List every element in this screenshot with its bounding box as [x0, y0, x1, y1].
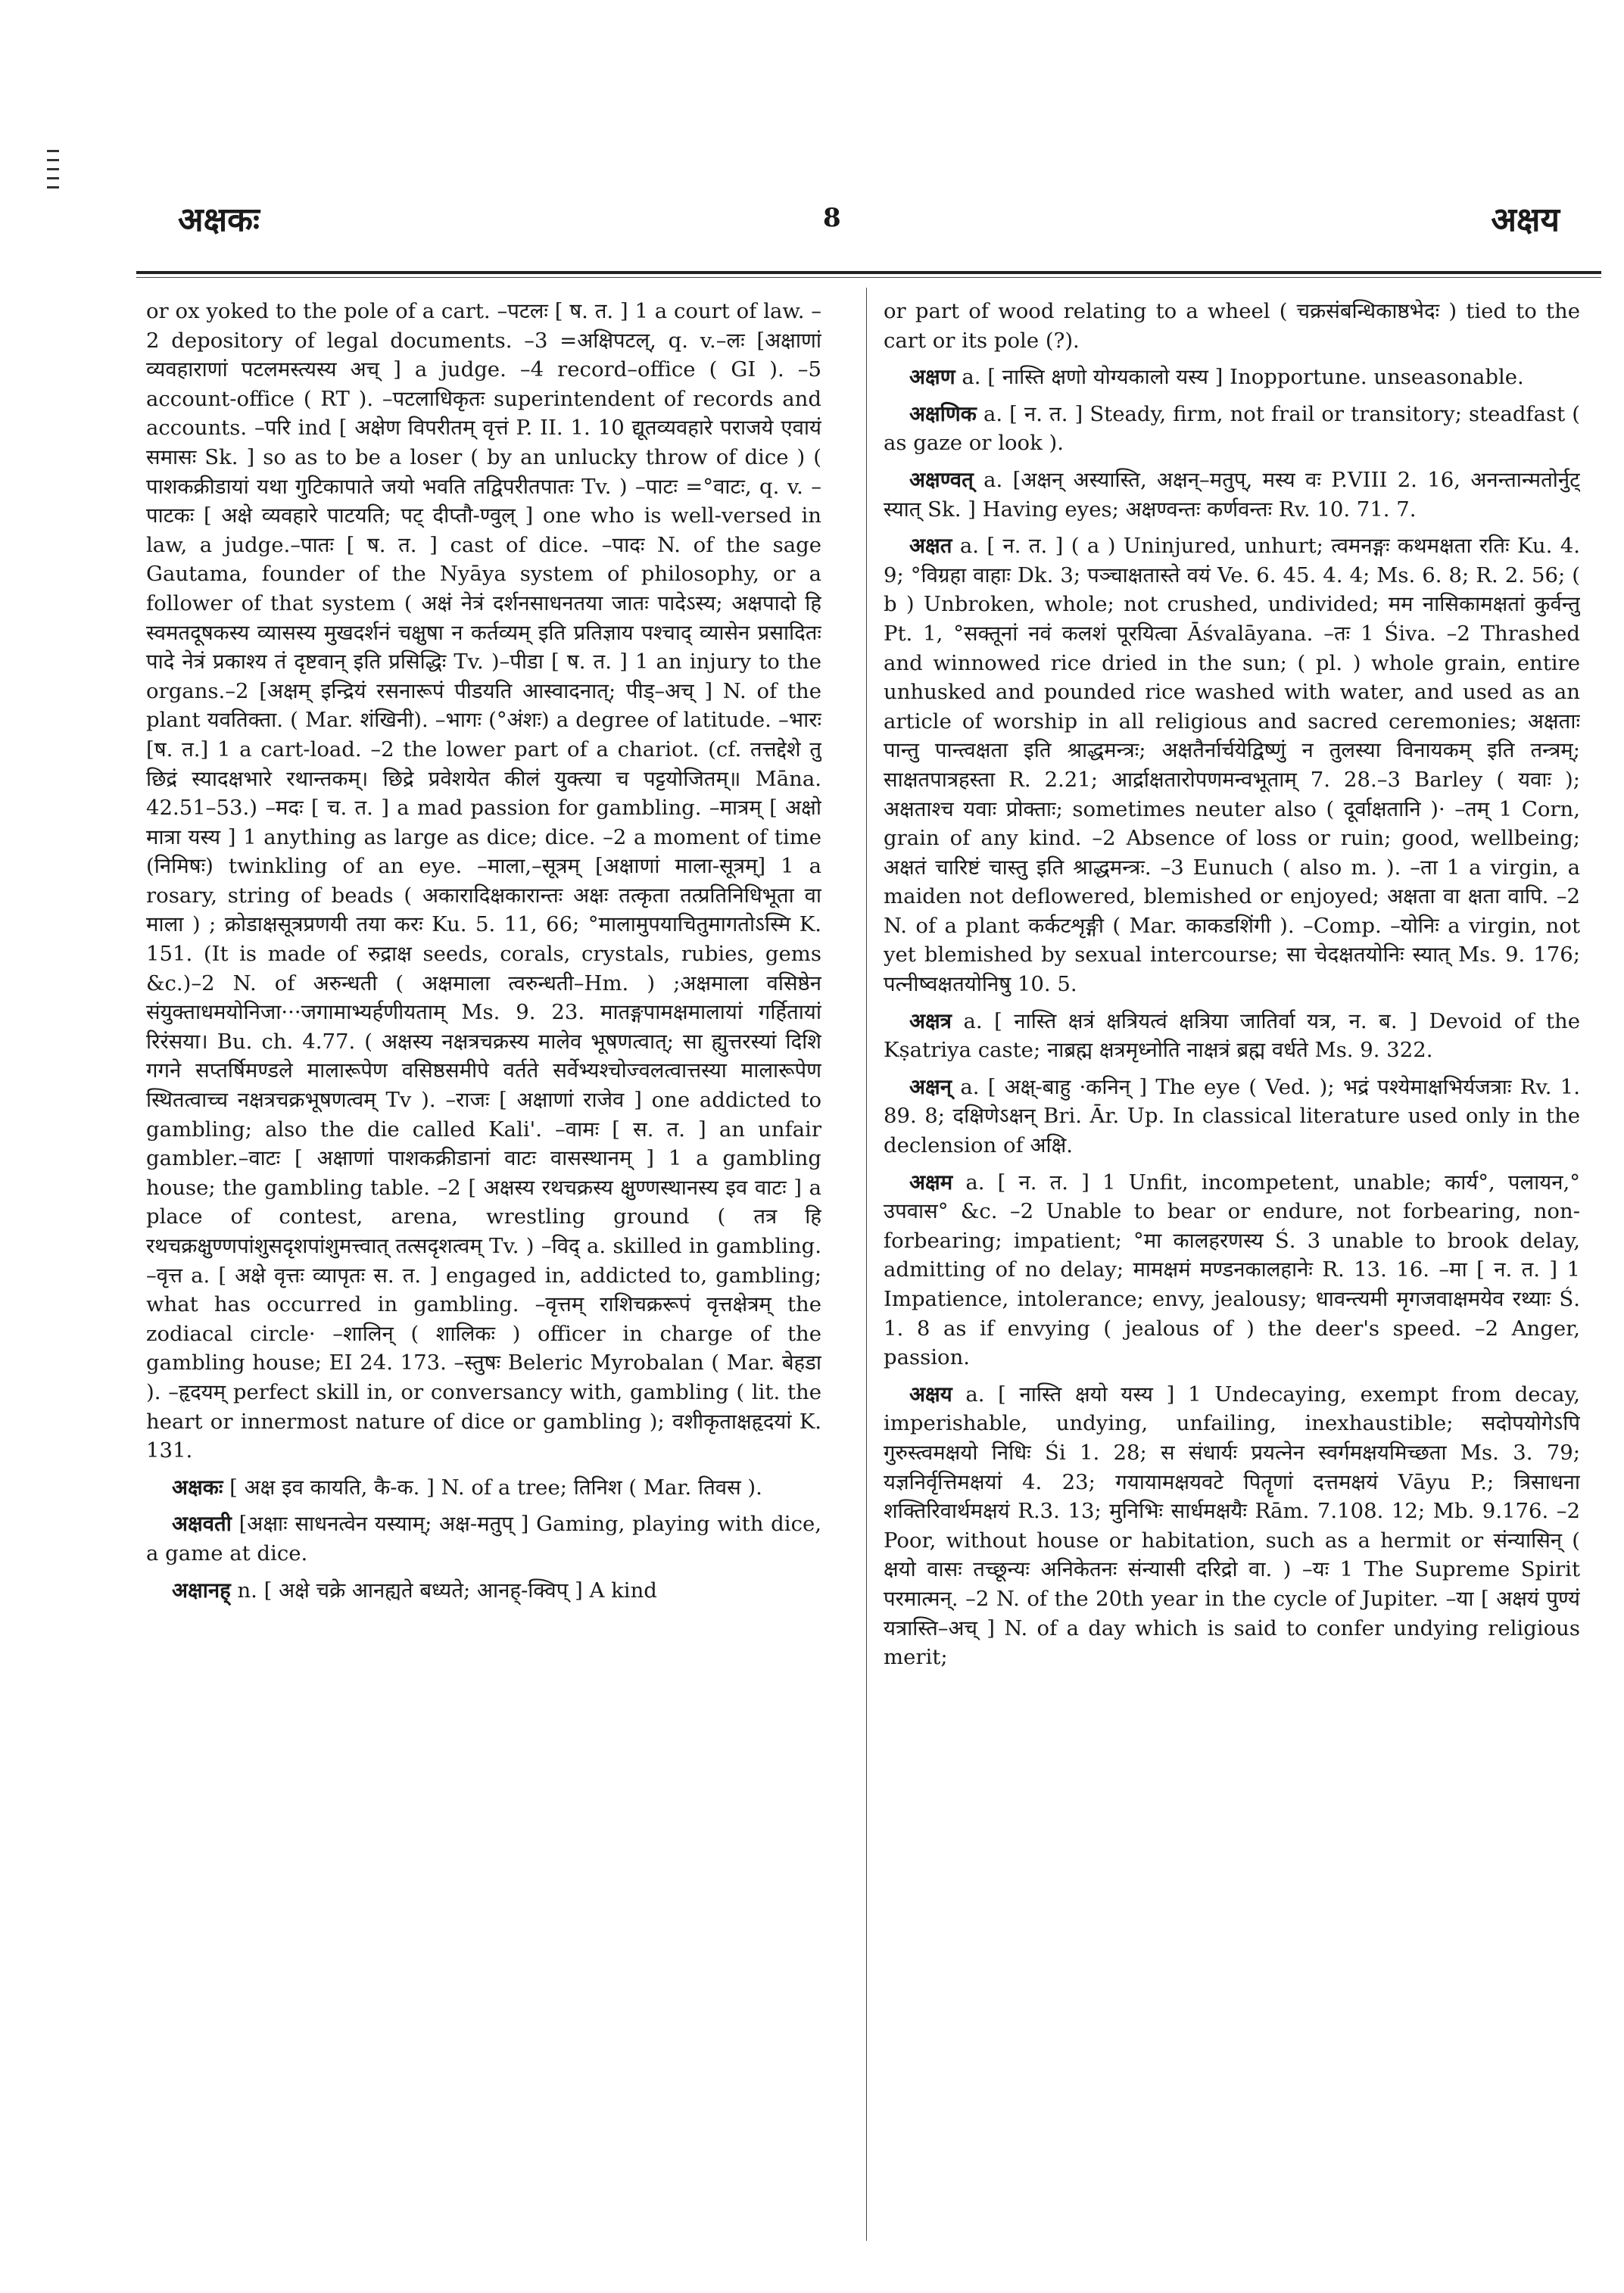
entry-text: a. [ न. त. ] Steady, firm, not frail or transitory; steadfast ( as gaze or look ).	[884, 401, 1580, 456]
running-head-left: अक्षकः	[178, 201, 260, 239]
dictionary-entry	[884, 400, 1580, 458]
left-column	[146, 297, 821, 2189]
header-rule-thin	[136, 277, 1601, 278]
entry-headword: अक्षवती	[172, 1512, 232, 1537]
dictionary-entry	[884, 363, 1580, 392]
entry-headword: अक्षन्	[909, 1074, 952, 1099]
entry-text: [ अक्ष इव कायति, कै-क. ] N. of a tree; तिनिश ( Mar. तिवस ).	[229, 1475, 762, 1500]
entry-text: [अक्षाः साधनत्वेन यस्याम्; अक्ष-मतुप् ] Gaming, playing with dice, a game at dice.	[146, 1512, 821, 1566]
dictionary-entry	[884, 531, 1580, 999]
dictionary-entry	[884, 466, 1580, 524]
right-column	[884, 297, 1580, 2189]
entry-text: or part of wood relating to a wheel ( चक्रसंबन्धिकाष्ठभेदः ) tied to the cart or its pole (?).	[884, 299, 1580, 353]
entry-text: n. [ अक्षे चक्रे आनह्यते बध्यते; आनह्-क्विप् ] A kind	[237, 1578, 657, 1603]
entry-text: a. [ न. त. ] ( a ) Uninjured, unhurt; त्वमनङ्गः कथमक्षता रतिः Ku. 4. 9; °विग्रहा वाहाः Dk. 3; पञ्चाक्षतास्ते वयं Ve. 6. 45. 4. 4; Ms. 6. 8; R. 2. 56; ( b ) Unbroken, whole; not crushed, undivided; मम नासिकामक्षतां कुर्वन्तु Pt. 1, °सक्तूनां नवं कलशं पूरयित्वा Āśvalāyana. –तः 1 Śiva. –2 Thrashed and winnowed rice dried in the sun; ( pl. ) whole grain, entire unhusked and pounded rice washed with water, and used as an article of worship in all religious and sacred ceremonies; अक्षताः पान्तु पान्त्वक्षता इति श्राद्धमन्त्रः; अक्षतैर्नार्चयेद्विष्णुं न तुलस्या विनायकम् इति तन्त्रम्; साक्षतपात्रहस्ता R. 2.21; आर्द्राक्षतारोपणमन्वभूताम् 7. 28.–3 Barley ( यवाः ); अक्षताश्च यवाः प्रोक्ताः; sometimes neuter also ( दूर्वाक्षतानि )· –तम् 1 Corn, grain of any kind. –2 Absence of loss or ruin; good, wellbeing; अक्षतं चारिष्टं चास्तु इति श्राद्धमन्त्रः. –3 Eunuch ( also m. ). –ता 1 a virgin, a maiden not deflowered, blemished or enjoyed; अक्षता वा क्षता वापि. –2 N. of a plant कर्कटशृङ्गी ( Mar. काकडशिंगी ). –Comp. –योनिः a virgin, not yet blemished by sexual intercourse; सा चेदक्षतयोनिः स्यात् Ms. 9. 176; पत्नीष्वक्षतयोनिषु 10. 5.	[884, 534, 1580, 997]
entry-headword: अक्षत	[909, 534, 952, 559]
dictionary-entry	[146, 1509, 821, 1568]
entry-headword: अक्षण	[909, 365, 955, 390]
column-divider	[866, 288, 867, 2241]
dictionary-entry	[146, 297, 821, 1466]
header-rule	[136, 271, 1601, 274]
entry-text: a. [ नास्ति क्षत्रं क्षत्रियत्वं क्षत्रिया जातिर्वा यत्र, न. ब. ] Devoid of the Kṣatriya caste; नाब्रह्म क्षत्रमृध्नोति नाक्षत्रं ब्रह्म वर्धते Ms. 9. 322.	[884, 1008, 1580, 1063]
entry-text: a. [अक्षन् अस्यास्ति, अक्षन्–मतुप्, मस्य वः P.VIII 2. 16, अनन्तान्मतोर्नुट् स्यात् Sk. ] Having eyes; अक्षण्वन्तः कर्णवन्तः Rv. 10. 71. 7.	[884, 467, 1580, 522]
entry-text: a. [ नास्ति क्षयो यस्य ] 1 Undecaying, exempt from decay, imperishable, undying, unfailing, inexhaustible; सदोपयोगेऽपि गुरुस्त्वमक्षयो निधिः Śi 1. 28; स संधार्यः प्रयत्नेन स्वर्गमक्षयमिच्छता Ms. 3. 79; यज्ञनिर्वृत्तिमक्षयां 4. 23; गयायामक्षयवटे पितॄणां दत्तमक्षयं Vāyu P.; त्रिसाधना शक्तिरिवार्थमक्षयं R.3. 13; मुनिभिः सार्धमक्षयैः Rām. 7.108. 12; Mb. 9.176. –2 Poor, without house or habitation, such as a hermit or संन्यासिन् ( क्षयो वासः तच्छून्यः अनिकेतनः संन्यासी दरिद्रो वा. ) –यः 1 The Supreme Spirit परमात्मन्. –2 N. of the 20th year in the cycle of Jupiter. –या [ अक्षयं पुण्यं यत्रास्ति–अच् ] N. of a day which is said to confer undying religious merit;	[884, 1382, 1580, 1670]
entry-text: a. [ नास्ति क्षणो योग्यकालो यस्य ] Inopportune. unseasonable.	[962, 365, 1524, 390]
entry-text: a. [ अक्ष्-बाहु ·कनिन् ] The eye ( Ved. ); भद्रं पश्येमाक्षभिर्यजत्राः Rv. 1. 89. 8; दक्षिणेऽक्षन् Bri. Ār. Up. In classical literature used only in the declension of अक्षि.	[884, 1074, 1580, 1158]
entry-headword: अक्षकः	[172, 1475, 223, 1500]
dictionary-entry	[146, 1473, 821, 1503]
entry-headword: अक्षानह्	[172, 1578, 231, 1603]
entry-text: or ox yoked to the pole of a cart. –पटलः [ ष. त. ] 1 a court of law. –2 depository of legal documents. –3 =अक्षिपटल्, q. v.–लः [अक्षाणां व्यवहाराणां पटलमस्त्यस्य अच् ] a judge. –4 record–office ( GI ). –5 account-office ( RT ). –पटलाधिकृतः superintendent of records and accounts. –परि ind [ अक्षेण विपरीतम् वृत्तं P. II. 1. 10 द्यूतव्यवहारे पराजये एवायं समासः Sk. ] so as to be a loser ( by an unlucky throw of dice ) ( पाशकक्रीडायां यथा गुटिकापाते जयो भवति तद्विपरीतपातः Tv. ) –पाटः =°वाटः, q. v. –पाटकः [ अक्षे व्यवहारे पाटयति; पट् दीप्तौ-ण्वुल् ] one who is well-versed in law, a judge.–पातः [ ष. त. ] cast of dice. –पादः N. of the sage Gautama, founder of the Nyāya system of philosophy, or a follower of that system ( अक्षं नेत्रं दर्शनसाधनतया जातः पादेऽस्य; अक्षपादो हि स्वमतदूषकस्य व्यासस्य मुखदर्शनं चक्षुषा न कर्तव्यम् इति प्रतिज्ञाय पश्चाद् व्यासेन प्रसादितः पादे नेत्रं प्रकाश्य तं दृष्टवान् इति प्रसिद्धिः Tv. )–पीडा [ ष. त. ] 1 an injury to the organs.–2 [अक्षम् इन्द्रियं रसनारूपं पीडयति आस्वादनात्; पीड्–अच् ] N. of the plant यवतिक्ता. ( Mar. शंखिनी). –भागः (°अंशः) a degree of latitude. –भारः [ष. त.] 1 a cart-load. –2 the lower part of a chariot. (cf. तत्तद्देशे तु छिद्रं स्यादक्षभारे रथान्तकम्। छिद्रे प्रवेशयेत कीलं युक्त्या च पट्टयोजितम्॥ Māna. 42.51–53.) –मदः [ च. त. ] a mad passion for gambling. –मात्रम् [ अक्षो मात्रा यस्य ] 1 anything as large as dice; dice. –2 a moment of time (निमिषः) twinkling of an eye. –माला,–सूत्रम् [अक्षाणां माला-सूत्रम्] 1 a rosary, string of beads ( अकारादिक्षकारान्तः अक्षः तत्कृता तत्प्रतिनिधिभूता वा माला ) ; क्रोडाक्षसूत्रप्रणयी तया करः Ku. 5. 11, 66; °मालामुपयाचितुमागतोऽस्मि K. 151. (It is made of रुद्राक्ष seeds, corals, crystals, rubies, gems &c.)–2 N. of अरुन्धती ( अक्षमाला त्वरुन्धती–Hm. ) ;अक्षमाला वसिष्ठेन संयुक्ताधमयोनिजा···जगामाभ्यर्हणीयताम् Ms. 9. 23. मातङ्गपामक्षमालायां गर्हितायां रिरंसया। Bu. ch. 4.77. ( अक्षस्य नक्षत्रचक्रस्य मालेव भूषणत्वात्; सा ह्युत्तरस्यां दिशि गगने सप्तर्षिमण्डले मालारूपेण वसिष्ठसमीपे वर्तते सर्वेभ्यश्चोज्वलत्वात्तस्या मालारूपेण स्थितत्वाच्च नक्षत्रचक्रभूषणत्वम् Tv ). –राजः [ अक्षाणां राजेव ] one addicted to gambling; also the die called Kali'. –वामः [ स. त. ] an unfair gambler.–वाटः [ अक्षाणां पाशकक्रीडानां वाटः वासस्थानम् ] 1 a gambling house; the gambling table. –2 [ अक्षस्य रथचक्रस्य क्षुण्णस्थानस्य इव वाटः ] a place of contest, arena, wrestling ground ( तत्र हि रथचक्रक्षुण्णपांशुसदृशपांशुमत्त्वात् तत्सदृशत्वम् Tv. ) –विद् a. skilled in gambling. –वृत्त a. [ अक्षे वृत्तः व्यापृतः स. त. ] engaged in, addicted to, gambling; what has occurred in gambling. –वृत्तम् राशिचक्ररूपं वृत्तक्षेत्रम् the zodiacal circle· –शालिन् ( शालिकः ) officer in charge of the gambling house; EI 24. 173. –स्तुषः Beleric Myrobalan ( Mar. बेहडा ). –हृदयम् perfect skill in, or conversancy with, gambling ( lit. the heart or innermost nature of dice or gambling ); वशीकृताक्षहृदयां K. 131.	[146, 299, 821, 1463]
running-head-right: अक्षय	[1491, 201, 1560, 239]
page-number: 8	[823, 203, 841, 233]
page-edge-mark	[47, 150, 62, 200]
dictionary-entry	[884, 1380, 1580, 1672]
entry-headword: अक्षणिक	[909, 401, 977, 426]
dictionary-entry	[884, 1168, 1580, 1372]
entry-headword: अक्षत्र	[909, 1008, 952, 1033]
entry-headword: अक्षय	[909, 1382, 952, 1407]
entry-headword: अक्षम	[909, 1170, 953, 1195]
dictionary-entry	[146, 1576, 821, 1606]
dictionary-entry	[884, 297, 1580, 355]
dictionary-entry	[884, 1073, 1580, 1161]
dictionary-entry	[884, 1007, 1580, 1065]
entry-text: a. [ न. त. ] 1 Unfit, incompetent, unable; कार्य°, पलायन,° उपवास° &c. –2 Unable to bear or endure, not forbearing, non-forbearing; impatient; °मा कालहरणस्य Ś. 3 unable to brook delay, admitting of no delay; मामक्षमं मण्डनकालहानेः R. 13. 16. –मा [ न. त. ] 1 Impatience, intolerance; envy, jealousy; धावन्त्यमी मृगजवाक्षमयेव रथ्याः Ś. 1. 8 as if envying ( jealous of ) the deer's speed. –2 Anger, passion.	[884, 1170, 1580, 1370]
entry-headword: अक्षण्वत्	[909, 467, 974, 492]
